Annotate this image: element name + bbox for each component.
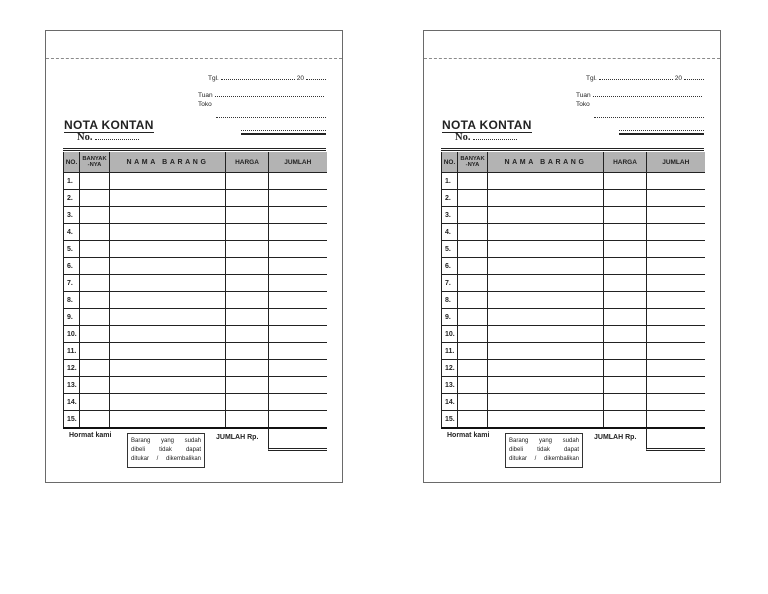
date-dotted-leader: [221, 74, 295, 80]
signature-label: Hormat kami: [69, 432, 112, 439]
row-number-cell: 10.: [442, 326, 458, 343]
row-number-cell: 10.: [64, 326, 80, 343]
year-dotted-leader: [684, 74, 704, 80]
table-top-double-rule: [63, 148, 326, 151]
table-row: [442, 241, 705, 258]
date-field: [586, 74, 704, 83]
date-field: [208, 74, 326, 83]
qty-cell: [458, 343, 488, 360]
grand-total-label: JUMLAH Rp.: [216, 434, 259, 441]
total-cell: [269, 343, 327, 360]
qty-cell: [458, 173, 488, 190]
item-name-cell: [110, 241, 226, 258]
header-no: NO.: [442, 152, 458, 173]
signature-line: [241, 130, 326, 135]
item-name-cell: [488, 275, 604, 292]
total-cell: [647, 377, 705, 394]
qty-cell: [458, 360, 488, 377]
qty-cell: [458, 207, 488, 224]
total-cell: [269, 207, 327, 224]
qty-cell: [80, 224, 110, 241]
table-top-double-rule: [441, 148, 704, 151]
total-cell: [269, 411, 327, 429]
perforation-dashed-line: [424, 58, 720, 59]
item-name-cell: [488, 207, 604, 224]
qty-cell: [458, 275, 488, 292]
item-name-cell: [110, 190, 226, 207]
item-name-cell: [110, 258, 226, 275]
item-name-cell: [488, 394, 604, 411]
item-name-cell: [110, 275, 226, 292]
qty-cell: [458, 292, 488, 309]
total-cell: [269, 326, 327, 343]
price-cell: [226, 173, 269, 190]
price-cell: [604, 207, 647, 224]
number-dotted-leader: [95, 133, 139, 140]
row-number-cell: 11.: [442, 343, 458, 360]
item-name-cell: [488, 224, 604, 241]
table-row: [64, 394, 327, 411]
number-dotted-leader: [473, 133, 517, 140]
row-number-cell: 7.: [442, 275, 458, 292]
qty-cell: [458, 377, 488, 394]
header-qty-line1: BANYAK: [460, 155, 485, 162]
row-number-cell: 3.: [442, 207, 458, 224]
row-number-cell: 15.: [442, 411, 458, 429]
header-item-name: NAMA BARANG: [110, 152, 226, 173]
date-dotted-leader: [599, 74, 673, 80]
qty-cell: [80, 292, 110, 309]
table-body: [64, 173, 327, 429]
header-total: JUMLAH: [269, 152, 327, 173]
item-name-cell: [488, 258, 604, 275]
address-dotted-line: [594, 117, 704, 118]
customer-field: [576, 91, 704, 100]
table-row: [442, 377, 705, 394]
row-number-cell: 7.: [64, 275, 80, 292]
price-cell: [226, 326, 269, 343]
header-qty-line2: -NYA: [465, 162, 480, 168]
table-row: [64, 258, 327, 275]
total-cell: [647, 241, 705, 258]
row-number-cell: 4.: [442, 224, 458, 241]
item-name-cell: [488, 326, 604, 343]
table-row: [64, 224, 327, 241]
row-number-cell: 2.: [64, 190, 80, 207]
price-cell: [604, 292, 647, 309]
nota-kontan-form-1: [45, 30, 343, 483]
table-header-row: [442, 152, 705, 173]
price-cell: [226, 241, 269, 258]
table-row: [64, 326, 327, 343]
row-number-cell: 1.: [442, 173, 458, 190]
price-cell: [604, 377, 647, 394]
qty-cell: [80, 173, 110, 190]
notice-line: Barang yang sudah: [131, 438, 201, 444]
total-cell: [647, 394, 705, 411]
grand-total-box: [646, 428, 705, 451]
table-row: [64, 343, 327, 360]
price-cell: [604, 411, 647, 429]
total-cell: [269, 360, 327, 377]
total-cell: [647, 309, 705, 326]
price-cell: [604, 258, 647, 275]
price-cell: [226, 190, 269, 207]
number-label: No.: [455, 132, 471, 143]
header-qty: [458, 152, 488, 173]
total-cell: [647, 343, 705, 360]
date-label: Tgl.: [586, 75, 597, 82]
item-name-cell: [110, 411, 226, 429]
table-row: [64, 241, 327, 258]
notice-line: ditukar / dikembalikan: [509, 456, 579, 462]
table-row: [64, 411, 327, 429]
item-name-cell: [488, 377, 604, 394]
qty-cell: [80, 258, 110, 275]
total-cell: [647, 275, 705, 292]
table-row: [442, 224, 705, 241]
qty-cell: [80, 343, 110, 360]
form-title: NOTA KONTAN: [64, 118, 154, 132]
qty-cell: [80, 394, 110, 411]
row-number-cell: 1.: [64, 173, 80, 190]
table-row: [442, 173, 705, 190]
table-row: [64, 207, 327, 224]
total-cell: [269, 309, 327, 326]
item-name-cell: [110, 394, 226, 411]
tuan-label: Tuan: [198, 92, 213, 99]
qty-cell: [458, 326, 488, 343]
total-cell: [647, 411, 705, 429]
price-cell: [604, 275, 647, 292]
year-label: 20: [674, 75, 682, 82]
item-name-cell: [110, 377, 226, 394]
table-row: [64, 309, 327, 326]
header-item-name: NAMA BARANG: [488, 152, 604, 173]
perforation-dashed-line: [46, 58, 342, 59]
total-cell: [269, 241, 327, 258]
price-cell: [226, 343, 269, 360]
item-name-cell: [488, 411, 604, 429]
signature-line: [619, 130, 704, 135]
header-no: NO.: [64, 152, 80, 173]
total-cell: [647, 292, 705, 309]
header-qty-line2: -NYA: [87, 162, 102, 168]
total-cell: [269, 224, 327, 241]
header-price: HARGA: [604, 152, 647, 173]
table-header-row: [64, 152, 327, 173]
qty-cell: [80, 411, 110, 429]
qty-cell: [80, 207, 110, 224]
qty-cell: [80, 275, 110, 292]
item-name-cell: [110, 292, 226, 309]
price-cell: [604, 326, 647, 343]
total-cell: [269, 275, 327, 292]
table-row: [442, 207, 705, 224]
notice-line: ditukar / dikembalikan: [131, 456, 201, 462]
date-label: Tgl.: [208, 75, 219, 82]
item-name-cell: [488, 241, 604, 258]
row-number-cell: 14.: [64, 394, 80, 411]
item-name-cell: [488, 360, 604, 377]
toko-label: Toko: [198, 101, 212, 108]
header-total: JUMLAH: [647, 152, 705, 173]
customer-field: [198, 91, 326, 100]
row-number-cell: 14.: [442, 394, 458, 411]
tuan-dotted-leader: [593, 91, 702, 97]
row-number-cell: 12.: [64, 360, 80, 377]
header-price: HARGA: [226, 152, 269, 173]
number-label: No.: [77, 132, 93, 143]
item-name-cell: [110, 343, 226, 360]
item-name-cell: [110, 309, 226, 326]
item-name-cell: [110, 360, 226, 377]
price-cell: [226, 377, 269, 394]
nota-kontan-form-2: [423, 30, 721, 483]
notice-line: dibeli tidak dapat: [131, 447, 201, 453]
form-title: NOTA KONTAN: [442, 118, 532, 132]
price-cell: [604, 394, 647, 411]
item-name-cell: [488, 190, 604, 207]
price-cell: [226, 309, 269, 326]
qty-cell: [80, 190, 110, 207]
store-field: [198, 101, 212, 109]
total-cell: [269, 190, 327, 207]
table-row: [442, 326, 705, 343]
qty-cell: [458, 309, 488, 326]
table-row: [442, 275, 705, 292]
total-cell: [269, 258, 327, 275]
signature-label: Hormat kami: [447, 432, 490, 439]
row-number-cell: 11.: [64, 343, 80, 360]
toko-label: Toko: [576, 101, 590, 108]
row-number-cell: 15.: [64, 411, 80, 429]
year-dotted-leader: [306, 74, 326, 80]
item-name-cell: [488, 343, 604, 360]
table-row: [442, 190, 705, 207]
total-cell: [647, 360, 705, 377]
items-table: [441, 152, 705, 429]
total-cell: [647, 207, 705, 224]
receipt-number-field: [455, 132, 519, 143]
qty-cell: [458, 241, 488, 258]
qty-cell: [80, 360, 110, 377]
header-qty-line1: BANYAK: [82, 155, 107, 162]
items-table: [63, 152, 327, 429]
table-header: [442, 152, 705, 173]
table-row: [442, 394, 705, 411]
price-cell: [604, 360, 647, 377]
row-number-cell: 8.: [442, 292, 458, 309]
tuan-dotted-leader: [215, 91, 324, 97]
item-name-cell: [488, 173, 604, 190]
item-name-cell: [488, 309, 604, 326]
total-cell: [647, 190, 705, 207]
header-qty: [80, 152, 110, 173]
table-row: [442, 343, 705, 360]
table-row: [64, 292, 327, 309]
table-row: [64, 190, 327, 207]
table-body: [442, 173, 705, 429]
price-cell: [226, 207, 269, 224]
row-number-cell: 8.: [64, 292, 80, 309]
price-cell: [226, 292, 269, 309]
total-cell: [647, 173, 705, 190]
table-header: [64, 152, 327, 173]
qty-cell: [458, 394, 488, 411]
notice-line: Barang yang sudah: [509, 438, 579, 444]
total-cell: [269, 377, 327, 394]
table-row: [64, 275, 327, 292]
tuan-label: Tuan: [576, 92, 591, 99]
table-row: [64, 173, 327, 190]
row-number-cell: 9.: [64, 309, 80, 326]
grand-total-label: JUMLAH Rp.: [594, 434, 637, 441]
price-cell: [226, 411, 269, 429]
row-number-cell: 5.: [64, 241, 80, 258]
table-row: [442, 360, 705, 377]
table-row: [442, 292, 705, 309]
price-cell: [226, 224, 269, 241]
price-cell: [604, 190, 647, 207]
year-label: 20: [296, 75, 304, 82]
row-number-cell: 9.: [442, 309, 458, 326]
total-cell: [269, 173, 327, 190]
price-cell: [226, 258, 269, 275]
qty-cell: [80, 309, 110, 326]
address-dotted-line: [216, 117, 326, 118]
price-cell: [226, 394, 269, 411]
total-cell: [647, 326, 705, 343]
qty-cell: [458, 190, 488, 207]
price-cell: [604, 309, 647, 326]
item-name-cell: [110, 173, 226, 190]
row-number-cell: 6.: [442, 258, 458, 275]
qty-cell: [458, 411, 488, 429]
row-number-cell: 3.: [64, 207, 80, 224]
table-row: [64, 377, 327, 394]
total-cell: [269, 292, 327, 309]
price-cell: [604, 343, 647, 360]
price-cell: [604, 224, 647, 241]
price-cell: [604, 173, 647, 190]
row-number-cell: 5.: [442, 241, 458, 258]
qty-cell: [80, 377, 110, 394]
total-cell: [647, 258, 705, 275]
table-row: [442, 309, 705, 326]
store-field: [576, 101, 590, 109]
row-number-cell: 2.: [442, 190, 458, 207]
row-number-cell: 12.: [442, 360, 458, 377]
row-number-cell: 13.: [442, 377, 458, 394]
qty-cell: [458, 224, 488, 241]
item-name-cell: [110, 224, 226, 241]
row-number-cell: 6.: [64, 258, 80, 275]
row-number-cell: 4.: [64, 224, 80, 241]
item-name-cell: [110, 207, 226, 224]
total-cell: [647, 224, 705, 241]
price-cell: [226, 275, 269, 292]
price-cell: [226, 360, 269, 377]
table-row: [64, 360, 327, 377]
grand-total-box: [268, 428, 327, 451]
qty-cell: [80, 241, 110, 258]
total-cell: [269, 394, 327, 411]
notice-line: dibeli tidak dapat: [509, 447, 579, 453]
row-number-cell: 13.: [64, 377, 80, 394]
no-return-notice-box: [505, 433, 583, 468]
item-name-cell: [488, 292, 604, 309]
qty-cell: [458, 258, 488, 275]
receipt-number-field: [77, 132, 141, 143]
qty-cell: [80, 326, 110, 343]
item-name-cell: [110, 326, 226, 343]
table-row: [442, 411, 705, 429]
no-return-notice-box: [127, 433, 205, 468]
price-cell: [604, 241, 647, 258]
table-row: [442, 258, 705, 275]
